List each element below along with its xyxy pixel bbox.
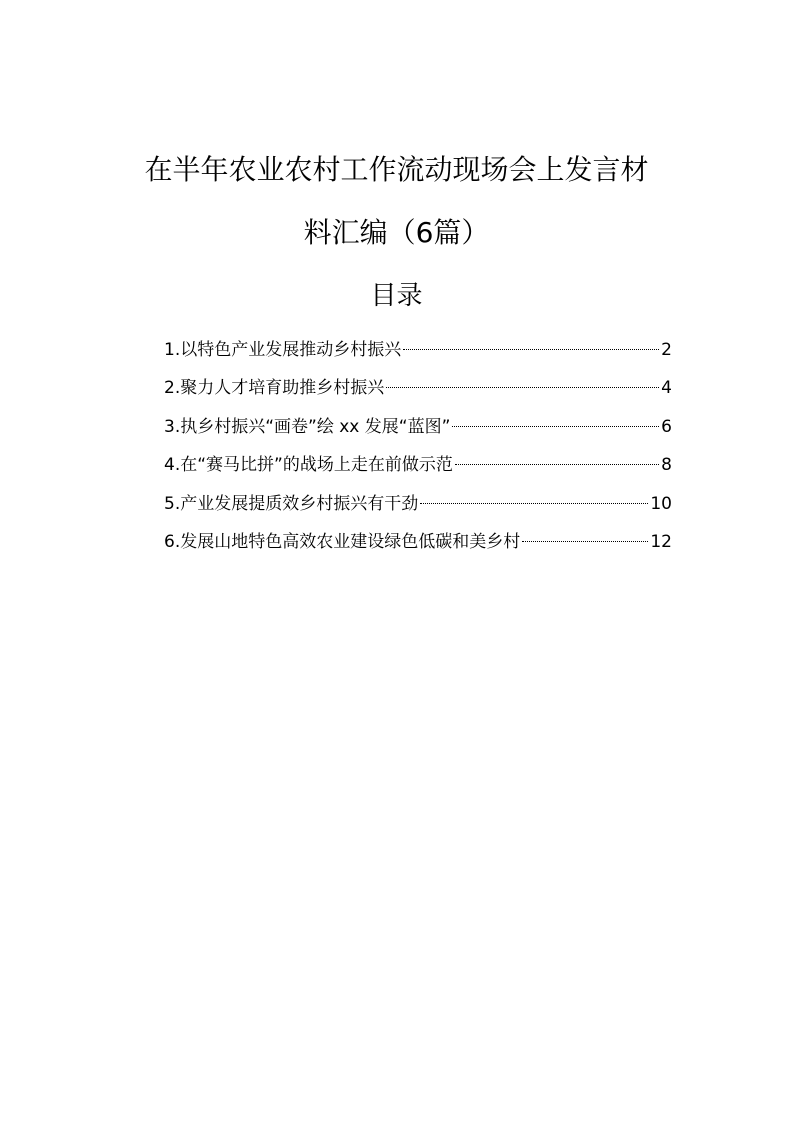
toc-entry[interactable] xyxy=(164,528,672,566)
toc-dot-leader xyxy=(420,503,648,504)
toc-entry-label: 2.聚力人才培育助推乡村振兴 xyxy=(164,378,385,399)
toc-entry-label: 3.执乡村振兴“画卷”绘 xx 发展“蓝图” xyxy=(164,416,451,437)
toc-entry-label: 6.发展山地特色高效农业建设绿色低碳和美乡村 xyxy=(164,531,521,552)
toc-page-number: 8 xyxy=(661,455,672,476)
toc-entry[interactable] xyxy=(164,374,672,412)
toc-dot-leader xyxy=(403,349,659,350)
toc-entry[interactable] xyxy=(164,490,672,528)
toc-dot-leader xyxy=(522,541,648,542)
table-of-contents xyxy=(164,336,672,566)
toc-page-number: 2 xyxy=(661,340,672,360)
toc-page-number: 6 xyxy=(661,416,672,437)
toc-page-number: 12 xyxy=(650,531,672,552)
toc-dot-leader xyxy=(455,464,659,465)
toc-entry[interactable] xyxy=(164,451,672,489)
toc-entry-label: 4.在“赛马比拼”的战场上走在前做示范 xyxy=(164,455,453,476)
toc-entry[interactable] xyxy=(164,413,672,451)
toc-dot-leader xyxy=(386,387,659,388)
toc-page-number: 4 xyxy=(661,378,672,399)
toc-page-number: 10 xyxy=(650,493,672,514)
toc-entry-label: 1.以特色产业发展推动乡村振兴 xyxy=(164,340,402,360)
toc-heading: 目录 xyxy=(370,281,423,311)
toc-entry-label: 5.产业发展提质效乡村振兴有干劲 xyxy=(164,493,419,514)
document-title-line-2: 料汇编（6篇） xyxy=(303,216,490,249)
toc-dot-leader xyxy=(452,426,659,427)
document-title-line-1: 在半年农业农村工作流动现场会上发言材 xyxy=(144,153,649,186)
toc-entry[interactable] xyxy=(164,336,672,374)
